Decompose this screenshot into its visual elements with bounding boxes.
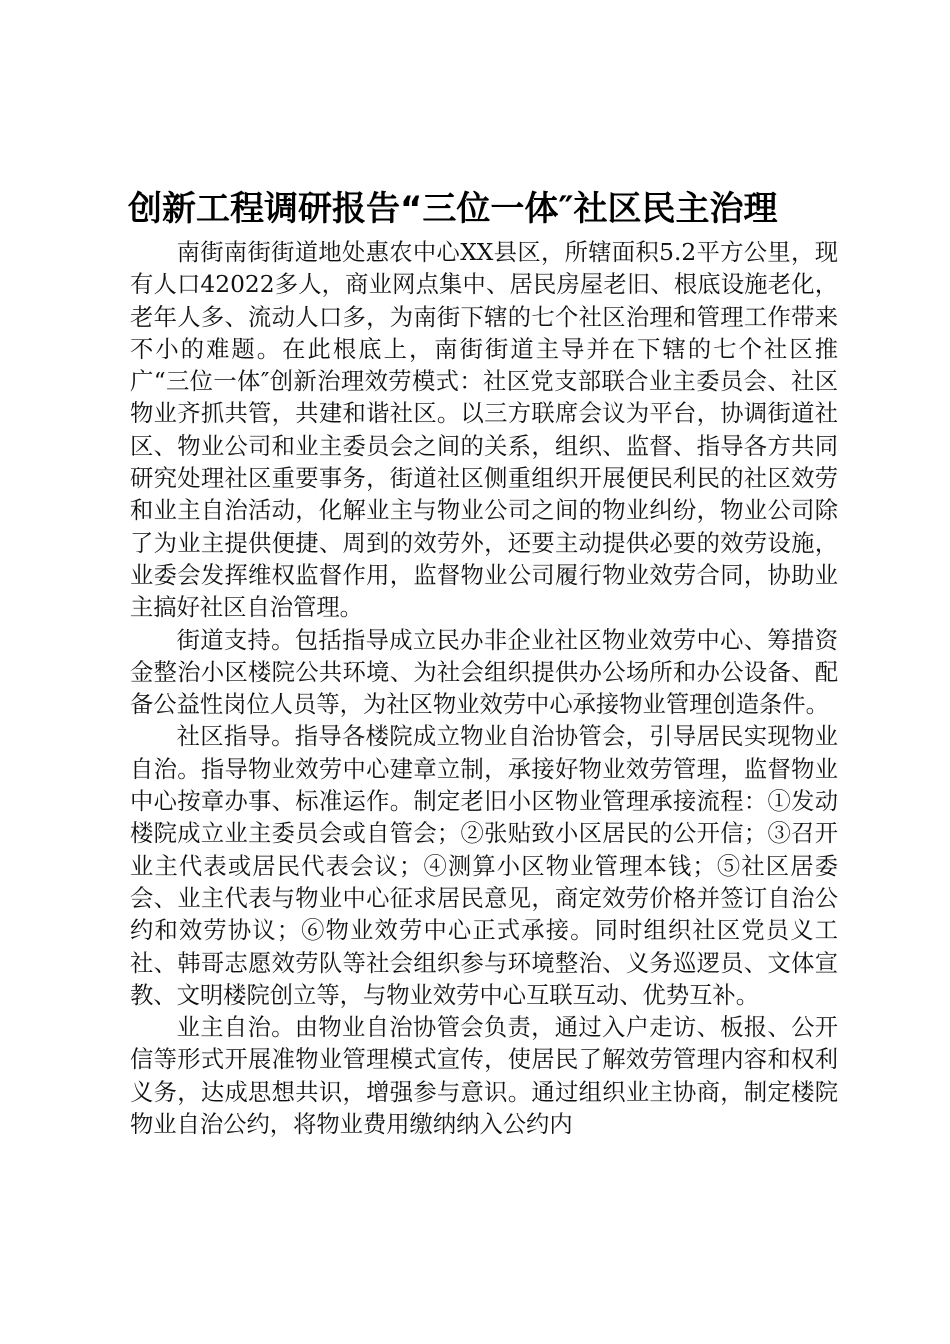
page-title: 创新工程调研报告“三位一体″社区民主治理 <box>128 189 778 229</box>
document-body <box>130 237 838 1141</box>
paragraph-overview: 南街南街街道地处惠农中心XX县区，所辖面积5.2平方公里，现有人口42022多人，商业网点集中、居民房屋老旧、根底设施老化，老年人多、流动人口多，为南街下辖的七个社区治理和管理工作带来不小的难题。在此根底上，南街街道主导并在下辖的七个社区推广“三位一体″创新治理效劳模式：社区党支部联合业主委员会、社区物业齐抓共管，共建和谐社区。以三方联席会议为平台，协调街道社区、物业公司和业主委员会之间的关系，组织、监督、指导各方共同研究处理社区重要事务，街道社区侧重组织开展便民利民的社区效劳和业主自治活动，化解业主与物业公司之间的物业纠纷，物业公司除了为业主提供便捷、周到的效劳外，还要主动提供必要的效劳设施，业委会发挥维权监督作用，监督物业公司履行物业效劳合同，协助业主搞好社区自治管理。 <box>130 239 838 622</box>
paragraph-owner-autonomy: 业主自治。由物业自治协管会负责，通过入户走访、板报、公开信等形式开展准物业管理模式宣传，使居民了解效劳管理内容和权利义务，达成思想共识，增强参与意识。通过组织业主协商，制定楼院物业自治公约，将物业费用缴纳纳入公约内 <box>130 1014 838 1139</box>
paragraph-street-support: 街道支持。包括指导成立民办非企业社区物业效劳中心、筹措资金整治小区楼院公共环境、为社会组织提供办公场所和办公设备、配备公益性岗位人员等，为社区物业效劳中心承接物业管理创造条件。 <box>130 626 838 719</box>
paragraph-community-guidance: 社区指导。指导各楼院成立物业自治协管会，引导居民实现物业自治。指导物业效劳中心建章立制，承接好物业效劳管理，监督物业中心按章办事、标准运作。制定老旧小区物业管理承接流程：①发动楼院成立业主委员会或自管会；②张贴致小区居民的公开信；③召开业主代表或居民代表会议；④测算小区物业管理本钱；⑤社区居委会、业主代表与物业中心征求居民意见，商定效劳价格并签订自治公约和效劳协议；⑥物业效劳中心正式承接。同时组织社区党员义工社、韩哥志愿效劳队等社会组织参与环境整治、义务巡逻员、文体宣教、文明楼院创立等，与物业效劳中心互联互动、优势互补。 <box>130 723 838 1009</box>
